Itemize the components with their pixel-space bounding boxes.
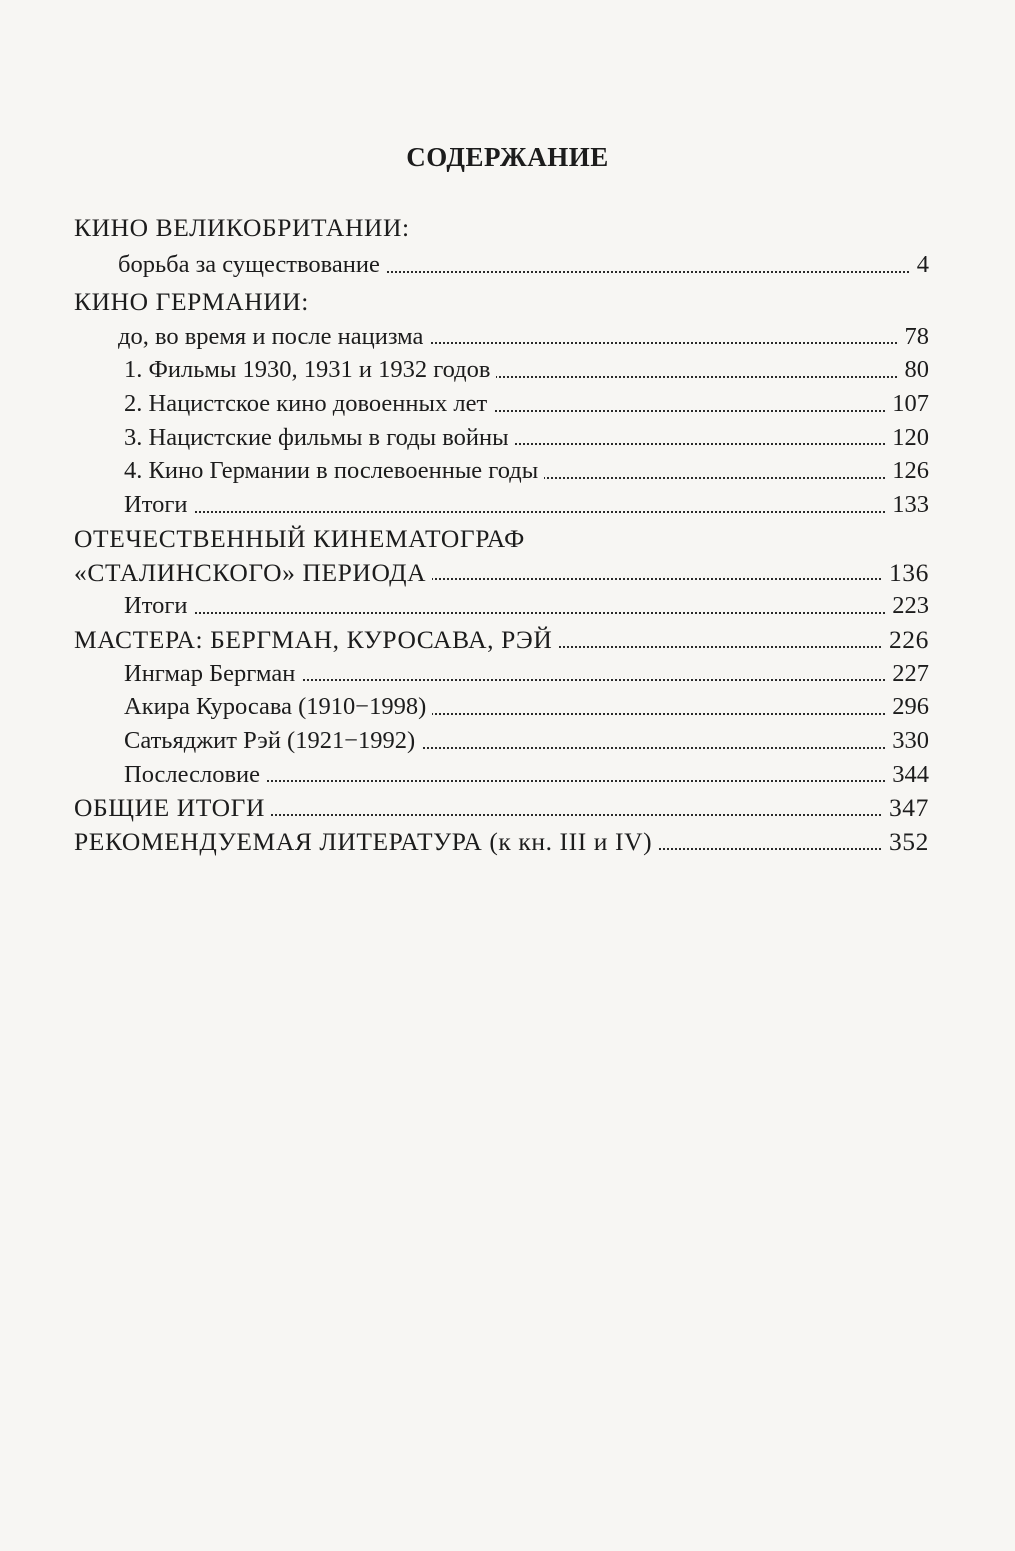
toc-entry-label: 4. Кино Германии в послевоенные годы <box>124 454 544 488</box>
toc-page-number: 352 <box>883 825 929 859</box>
table-of-contents <box>74 208 929 859</box>
toc-entry <box>74 556 929 590</box>
toc-entry <box>74 758 929 792</box>
toc-page-number: 227 <box>886 657 929 691</box>
dot-leader <box>124 612 929 614</box>
toc-page-number: 226 <box>883 623 929 657</box>
toc-entry-label: 2. Нацистское кино довоенных лет <box>124 387 493 421</box>
toc-page-number: 136 <box>883 556 929 590</box>
toc-entry-label: 1. Фильмы 1930, 1931 и 1932 годов <box>124 353 496 387</box>
toc-entry-label: МАСТЕРА: БЕРГМАН, КУРОСАВА, РЭЙ <box>74 623 558 657</box>
toc-page-number: 133 <box>886 488 929 522</box>
toc-page-number: 296 <box>886 690 929 724</box>
toc-entry-label: КИНО ГЕРМАНИИ: <box>74 282 315 322</box>
toc-entry-label: до, во время и после нацизма <box>118 320 429 354</box>
toc-entry <box>74 208 929 248</box>
toc-entry <box>74 657 929 691</box>
toc-page-number: 223 <box>886 589 929 623</box>
toc-entry-label: Сатьяджит Рэй (1921−1992) <box>124 724 421 758</box>
toc-page-number: 330 <box>886 724 929 758</box>
toc-entry-label: борьба за существование <box>118 248 386 282</box>
toc-entry <box>74 589 929 623</box>
dot-leader <box>124 511 929 513</box>
toc-entry <box>74 248 929 282</box>
toc-entry-label: КИНО ВЕЛИКОБРИТАНИИ: <box>74 208 416 248</box>
toc-page-number: 4 <box>911 248 929 282</box>
toc-entry-label: Послесловие <box>124 758 266 792</box>
toc-entry <box>74 320 929 354</box>
toc-entry <box>74 522 929 556</box>
toc-page-number: 80 <box>899 353 930 387</box>
toc-page-number: 107 <box>886 387 929 421</box>
toc-entry <box>74 791 929 825</box>
toc-entry-label: Акира Куросава (1910−1998) <box>124 690 432 724</box>
toc-entry <box>74 825 929 859</box>
toc-entry <box>74 282 929 320</box>
toc-page-number: 120 <box>886 421 929 455</box>
toc-entry-label: Итоги <box>124 488 194 522</box>
toc-entry <box>74 724 929 758</box>
toc-entry <box>74 623 929 657</box>
toc-entry-label: Ингмар Бергман <box>124 657 301 691</box>
toc-entry <box>74 387 929 421</box>
toc-entry <box>74 421 929 455</box>
toc-entry <box>74 690 929 724</box>
toc-entry-label: Итоги <box>124 589 194 623</box>
toc-page-number: 78 <box>899 320 930 354</box>
toc-entry-label: «СТАЛИНСКОГО» ПЕРИОДА <box>74 556 432 590</box>
toc-entry-label: ОТЕЧЕСТВЕННЫЙ КИНЕМАТОГРАФ <box>74 522 531 556</box>
toc-entry-label: 3. Нацистские фильмы в годы войны <box>124 421 515 455</box>
toc-entry-label: ОБЩИЕ ИТОГИ <box>74 791 271 825</box>
toc-page-number: 126 <box>886 454 929 488</box>
toc-entry <box>74 353 929 387</box>
page-title: СОДЕРЖАНИЕ <box>406 142 609 172</box>
toc-entry <box>74 488 929 522</box>
toc-page-number: 347 <box>883 791 929 825</box>
toc-entry <box>74 454 929 488</box>
toc-page-number: 344 <box>886 758 929 792</box>
toc-entry-label: РЕКОМЕНДУЕМАЯ ЛИТЕРАТУРА (к кн. III и IV) <box>74 825 658 859</box>
